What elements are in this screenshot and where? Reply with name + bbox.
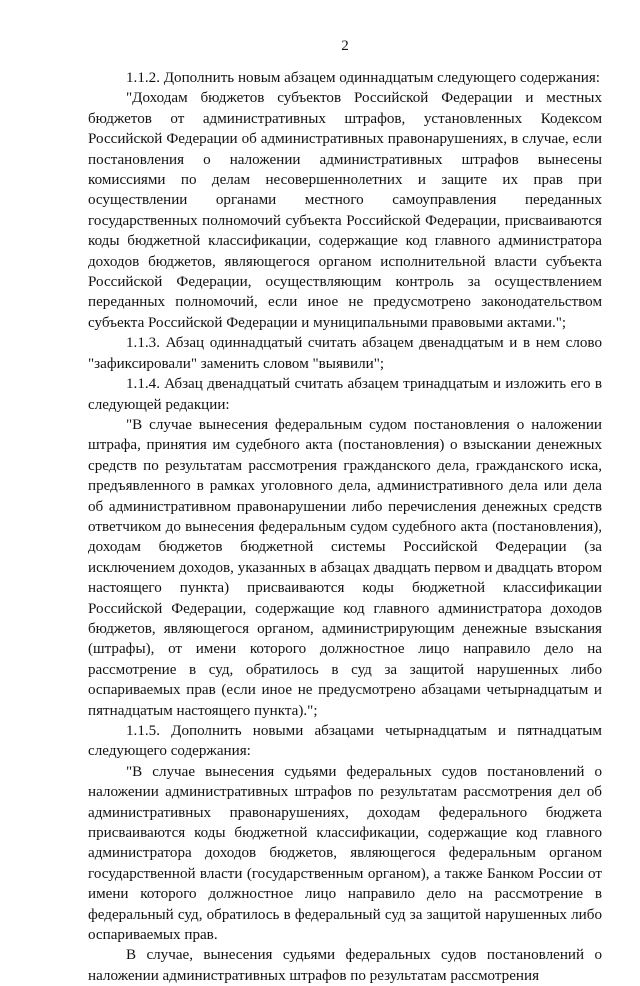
paragraph-fifteenth-start: В случае, вынесения судьями федеральных судов постановлений о наложении административных штрафов по результатам рассмотрения xyxy=(88,947,602,984)
paragraph-1-1-2: 1.1.2. Дополнить новым абзацем одиннадцатым следующего содержания: xyxy=(126,70,601,86)
paragraph-1-1-4: 1.1.4. Абзац двенадцатый считать абзацем тринадцатым и изложить его в следующей редакции: xyxy=(88,376,602,413)
document-body xyxy=(88,68,602,986)
paragraph-quote-fourteenth: "В случае вынесения судьями федеральных судов постановлений о наложении административных штрафов по результатам рассмотрения дел об административных правонарушениях, доходам федерального бюджета присваиваются коды бюджетной классификации, содержащие код главного администратора доходов бюджетов, являющегося федеральным органом государственной власти (государственным органом), а также Банком России от имени которого должностное лицо направило дело на рассмотрение в федеральный суд, обратилось в федеральный суд за защитой нарушенных либо оспариваемых прав. xyxy=(88,763,602,944)
paragraph-quote-thirteenth: "В случае вынесения федеральным судом постановления о наложении штрафа, принятия им судебного акта (постановления) о взыскании денежных средств по результатам рассмотрения гражданского дела, гражданского иска, предъявленного в рамках уголовного дела, административного дела или дела об административном правонарушении либо перечисления денежных средств ответчиком до вынесения федеральным судом судебного акта (постановления), доходам бюджетов бюджетной системы Российской Федерации (за исключением доходов, указанных в абзацах двадцать первом и двадцать втором настоящего пункта) присваиваются коды бюджетной классификации Российской Федерации, содержащие код главного администратора доходов бюджетов, являющегося органом, администрирующим денежные взыскания (штрафы), от имени которого должностное лицо направило дело на рассмотрение в суд, обратилось в суд за защитой нарушенных либо оспариваемых прав (если иное не предусмотрено абзацами четырнадцатым и пятнадцатым настоящего пункта)."; xyxy=(88,416,602,719)
paragraph-quote-eleventh: "Доходам бюджетов субъектов Российской Федерации и местных бюджетов от административных штрафов, установленных Кодексом Российской Федерации об административных правонарушениях, в случае, если постановления о наложении административных штрафов вынесены комиссиями по делам несовершеннолетних и защите их прав при осуществлении органами местного самоуправления переданных государственных полномочий субъекта Российской Федерации, присваиваются коды бюджетной классификации, содержащие код главного администратора доходов бюджетов, являющегося органом исполнительной власти субъекта Российской Федерации, осуществляющим контроль за осуществлением переданных полномочий, если иное не предусмотрено законодательством субъекта Российской Федерации и муниципальными правовыми актами."; xyxy=(88,90,602,331)
page-number: 2 xyxy=(341,38,349,54)
paragraph-1-1-3: 1.1.3. Абзац одиннадцатый считать абзацем двенадцатым и в нем слово "зафиксировали" заменить словом "выявили"; xyxy=(88,335,602,372)
paragraph-1-1-5: 1.1.5. Дополнить новыми абзацами четырнадцатым и пятнадцатым следующего содержания: xyxy=(88,723,602,760)
